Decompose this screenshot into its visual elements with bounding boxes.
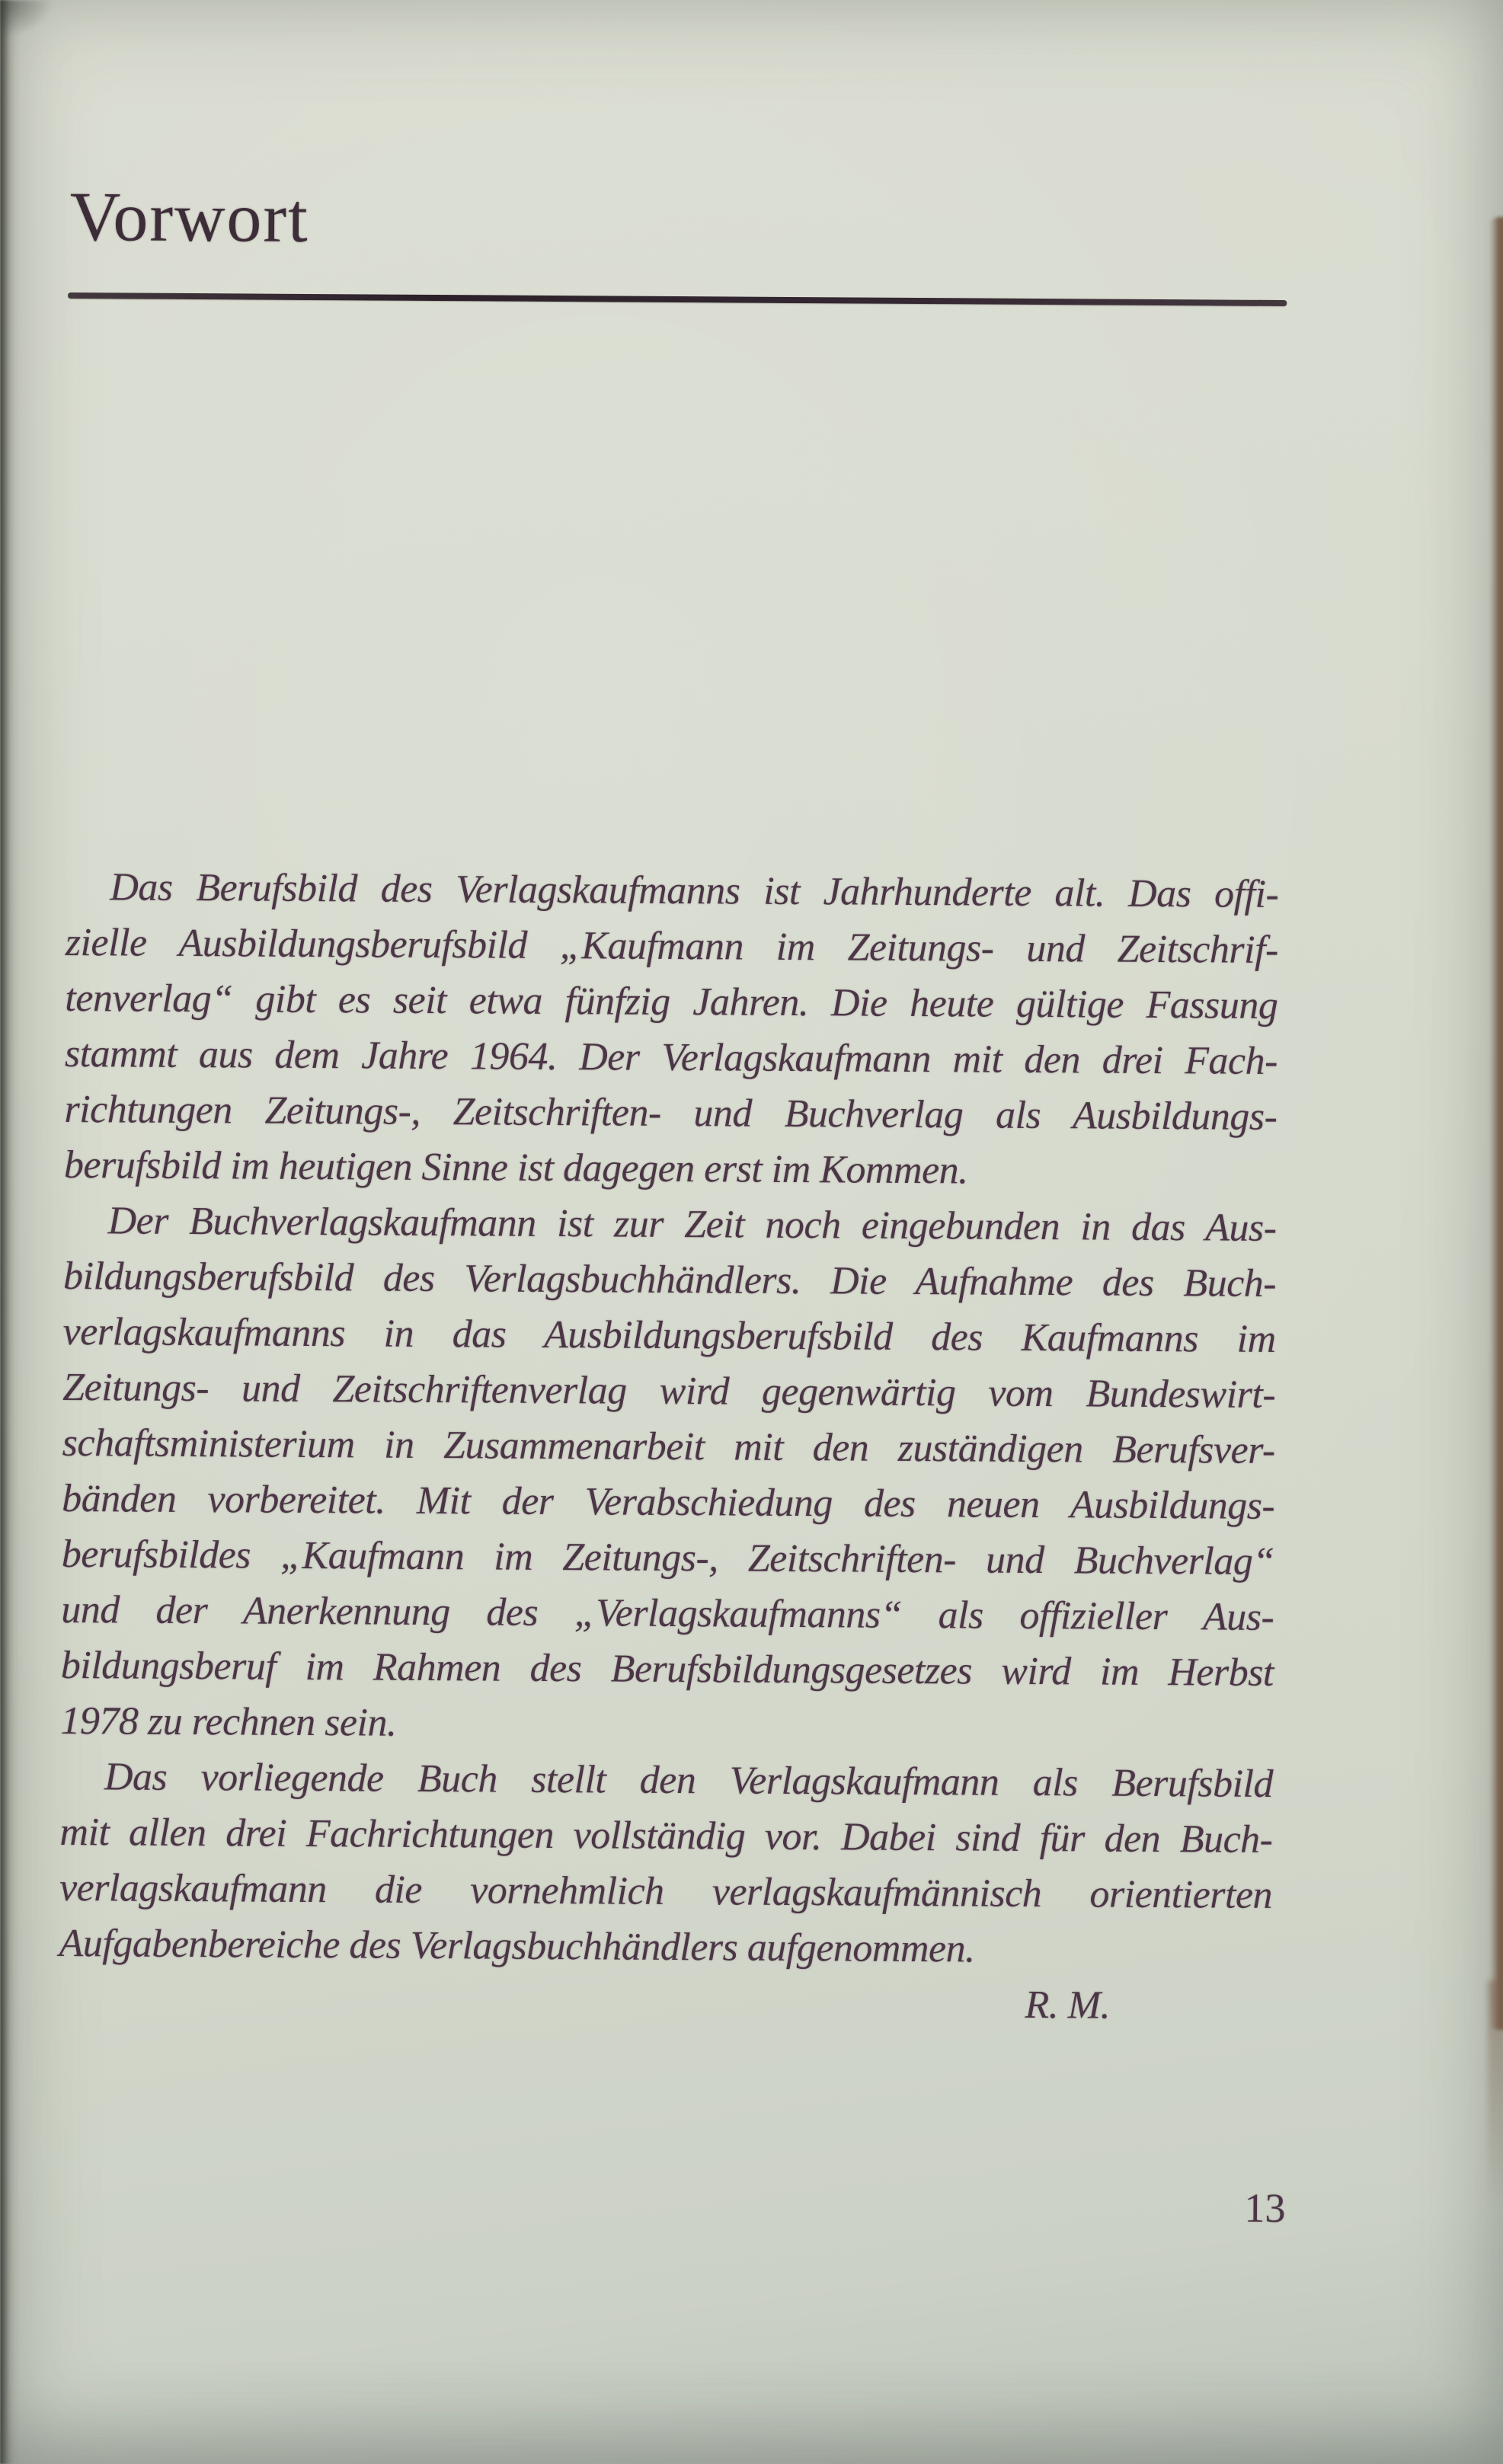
text-line: richtungen Zeitungs-, Zeitschriften- und Buchverlag als Ausbildungs- xyxy=(64,1087,1278,1139)
text-line: bildungsberuf im Rahmen des Berufsbildungsgesetzes wird im Herbst xyxy=(60,1643,1274,1695)
text-line: Zeitungs- und Zeitschriftenverlag wird gegenwärtig vom Bundeswirt- xyxy=(62,1365,1276,1417)
text-line: Das vorliegende Buch stellt den Verlagskaufmann als Berufsbild xyxy=(104,1755,1274,1806)
right-page-edge-fade xyxy=(1488,1980,1503,2209)
text-line: verlagskaufmann die vornehmlich verlagskaufmännisch orientierten xyxy=(59,1865,1273,1917)
text-line: tenverlag“ gibt es seit etwa fünfzig Jahren. Die heute gültige Fassung xyxy=(65,976,1278,1027)
author-initials: R. M. xyxy=(1025,1983,1111,2028)
page-title: Vorwort xyxy=(69,177,310,257)
text-line: Der Buchverlagskaufmann ist zur Zeit noch eingebunden in das Aus- xyxy=(107,1199,1277,1250)
right-page-edge-shadow xyxy=(1489,217,1503,2030)
text-line: 1978 zu rechnen sein. xyxy=(60,1699,397,1745)
text-line: berufsbild im heutigen Sinne ist dagegen erst im Kommen. xyxy=(63,1143,968,1193)
text-line: stammt aus dem Jahre 1964. Der Verlagskaufmann mit den drei Fach- xyxy=(64,1031,1278,1083)
left-page-edge-shadow xyxy=(0,0,20,2464)
text-line: Das Berufsbild des Verlagskaufmanns ist Jahrhunderte alt. Das offi- xyxy=(110,865,1279,916)
text-line: mit allen drei Fachrichtungen vollständig vor. Dabei sind für den Buch- xyxy=(59,1810,1273,1862)
text-line: bänden vorbereitet. Mit der Verabschiedung des neuen Ausbildungs- xyxy=(62,1476,1275,1528)
text-line: zielle Ausbildungsberufsbild „Kaufmann im Zeitungs- und Zeitschrif- xyxy=(65,920,1279,972)
page-number: 13 xyxy=(1244,2184,1286,2232)
text-line: schaftsministerium in Zusammenarbeit mit den zuständigen Berufsver- xyxy=(62,1421,1275,1472)
title-underline-rule xyxy=(68,292,1287,306)
text-line: Aufgabenbereiche des Verlagsbuchhändlers aufgenommen. xyxy=(59,1921,975,1971)
text-line: bildungsberufsbild des Verlagsbuchhändlers. Die Aufnahme des Buch- xyxy=(62,1254,1277,1306)
text-line: berufsbildes „Kaufmann im Zeitungs-, Zeitschriften- und Buchverlag“ xyxy=(61,1532,1274,1584)
text-line: verlagskaufmanns in das Ausbildungsberufsbild des Kaufmanns im xyxy=(62,1309,1276,1361)
text-line: und der Anerkennung des „Verlagskaufmanns“ als offizieller Aus- xyxy=(61,1587,1274,1639)
top-left-corner-shadow xyxy=(0,0,91,69)
preface-text xyxy=(59,859,1279,2034)
